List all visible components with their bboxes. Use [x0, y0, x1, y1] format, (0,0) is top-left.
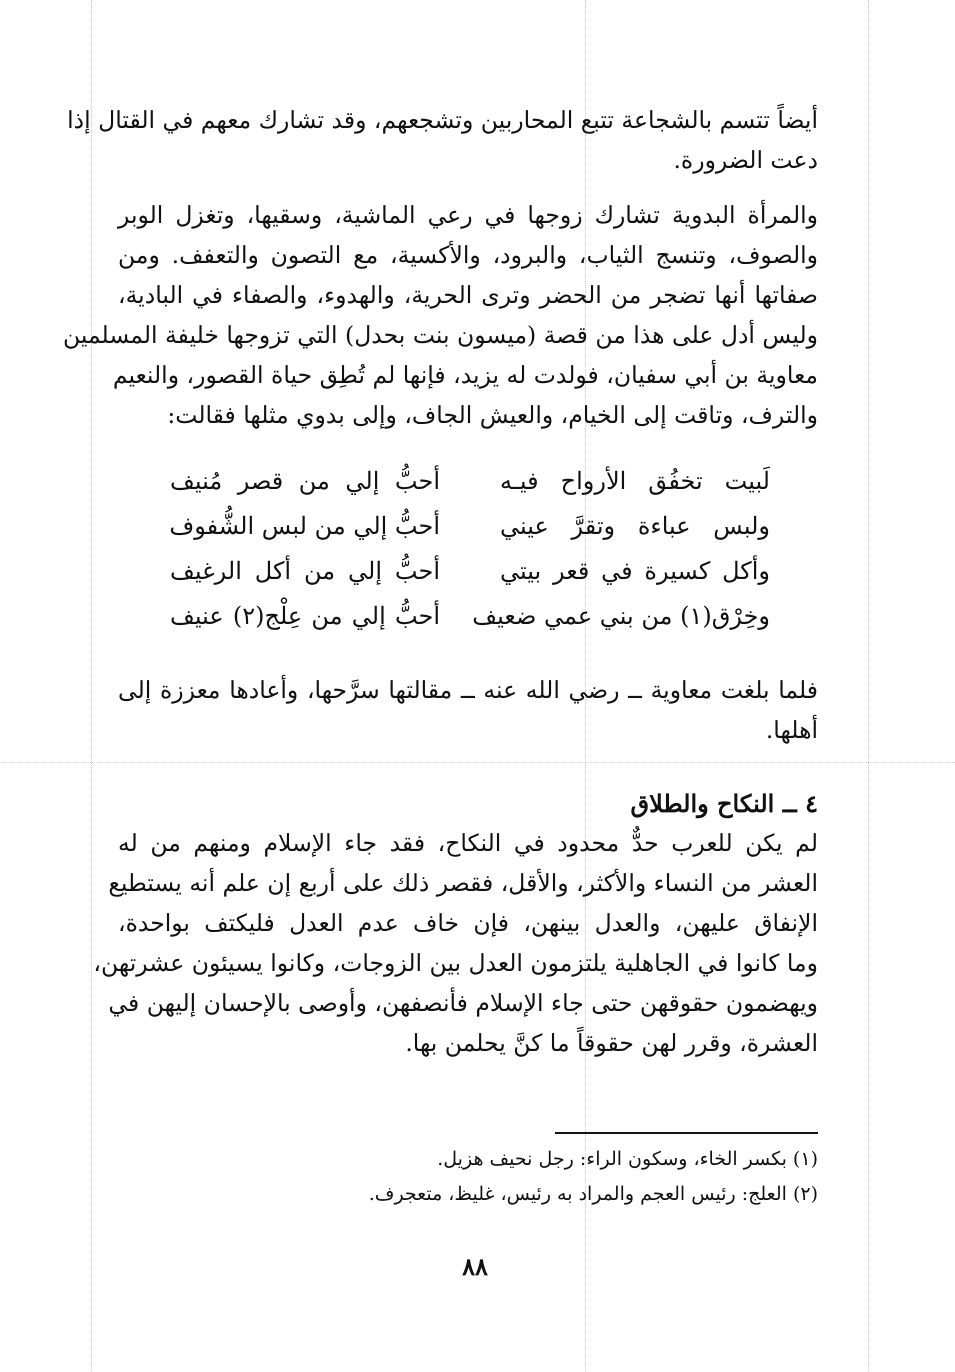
verse-second-hemistich: أحبُّ إلي من أكل الرغيف	[170, 557, 440, 585]
guide-line	[0, 762, 955, 763]
text-line: معاوية بن أبي سفيان، فولدت له يزيد، فإنها لم تُطِق حياة القصور، والنعيم	[112, 361, 818, 389]
text-line: فلما بلغت معاوية ــ رضي الله عنه ــ مقالتها سرَّحها، وأعادها معززة إلى	[118, 676, 818, 704]
bedouin-paragraph	[62, 195, 818, 435]
guide-line	[91, 0, 92, 1372]
text-line: والصوف، وتنسج الثياب، والبرود، والأكسية، مع التصون والتعفف. ومن	[118, 241, 818, 269]
verse-first-hemistich: لَبيت تخفُق الأرواح فيـه	[500, 467, 770, 495]
text-line: العشر من النساء والأكثر، والأقل، فقصر ذلك على أربع إن علم أنه يستطيع	[108, 869, 818, 897]
text-line: صفاتها أنها تضجر من الحضر وترى الحرية، والهدوء، والصفاء في البادية،	[118, 281, 818, 309]
verse-first-hemistich: وأكل كسيرة في قعر بيتي	[500, 557, 770, 585]
text-line: وما كانوا في الجاهلية يلتزمون العدل بين الزوجات، وكانوا يسيئون عشرتهن،	[93, 949, 818, 977]
after-poem-paragraph	[118, 670, 818, 750]
poem-verse	[170, 512, 770, 556]
verse-second-hemistich: أحبُّ إلي من قصر مُنيف	[170, 467, 440, 495]
page-number: ٨٨	[462, 1252, 488, 1281]
text-line: لم يكن للعرب حدٌّ محدود في النكاح، فقد جاء الإسلام ومنهم من له	[118, 829, 818, 857]
poem-verse	[170, 467, 770, 511]
verse-second-hemistich: أحبُّ إلي من عِلْج(٢) عنيف	[170, 602, 441, 630]
poem-verse	[170, 557, 770, 601]
verse-first-hemistich: ولبس عباءة وتقرَّ عيني	[500, 512, 770, 540]
text-line: العشرة، وقرر لهن حقوقاً ما كنَّ يحلمن بها.	[405, 1029, 818, 1057]
section-heading: ٤ ــ النكاح والطلاق	[630, 789, 818, 818]
footnote: (٢) العلج: رئيس العجم والمراد به رئيس، غليظ، متعجرف.	[368, 1183, 818, 1205]
text-line: والترف، وتاقت إلى الخيام، والعيش الجاف، وإلى بدوي مثلها فقالت:	[167, 401, 818, 429]
text-line: ويهضمون حقوقهن حتى جاء الإسلام فأنصفهن، وأوصى بالإحسان إليهن في	[108, 989, 818, 1017]
intro-paragraph	[67, 100, 818, 180]
text-line: أهلها.	[765, 716, 818, 744]
verse-second-hemistich: أحبُّ إلي من لبس الشُّفوف	[169, 512, 440, 540]
text-line: والمرأة البدوية تشارك زوجها في رعي الماشية، وسقيها، وتغزل الوبر	[118, 201, 818, 229]
poem-verse	[170, 602, 770, 646]
section-paragraph	[93, 823, 818, 1063]
verse-first-hemistich: وخِرْق(١) من بني عمي ضعيف	[472, 602, 770, 630]
footnote: (١) بكسر الخاء، وسكون الراء: رجل نحيف هزيل.	[437, 1148, 818, 1170]
text-line: وليس أدل على هذا من قصة (ميسون بنت بحدل) التي تزوجها خليفة المسلمين	[62, 321, 818, 349]
text-line: أيضاً تتسم بالشجاعة تتبع المحاربين وتشجعهم، وقد تشارك معهم في القتال إذا	[67, 106, 818, 134]
text-line: الإنفاق عليهن، والعدل بينهن، فإن خاف عدم العدل فليكتف بواحدة،	[118, 909, 818, 937]
text-line: دعت الضرورة.	[673, 146, 818, 174]
footnote-separator	[555, 1132, 818, 1134]
guide-line	[868, 0, 869, 1372]
